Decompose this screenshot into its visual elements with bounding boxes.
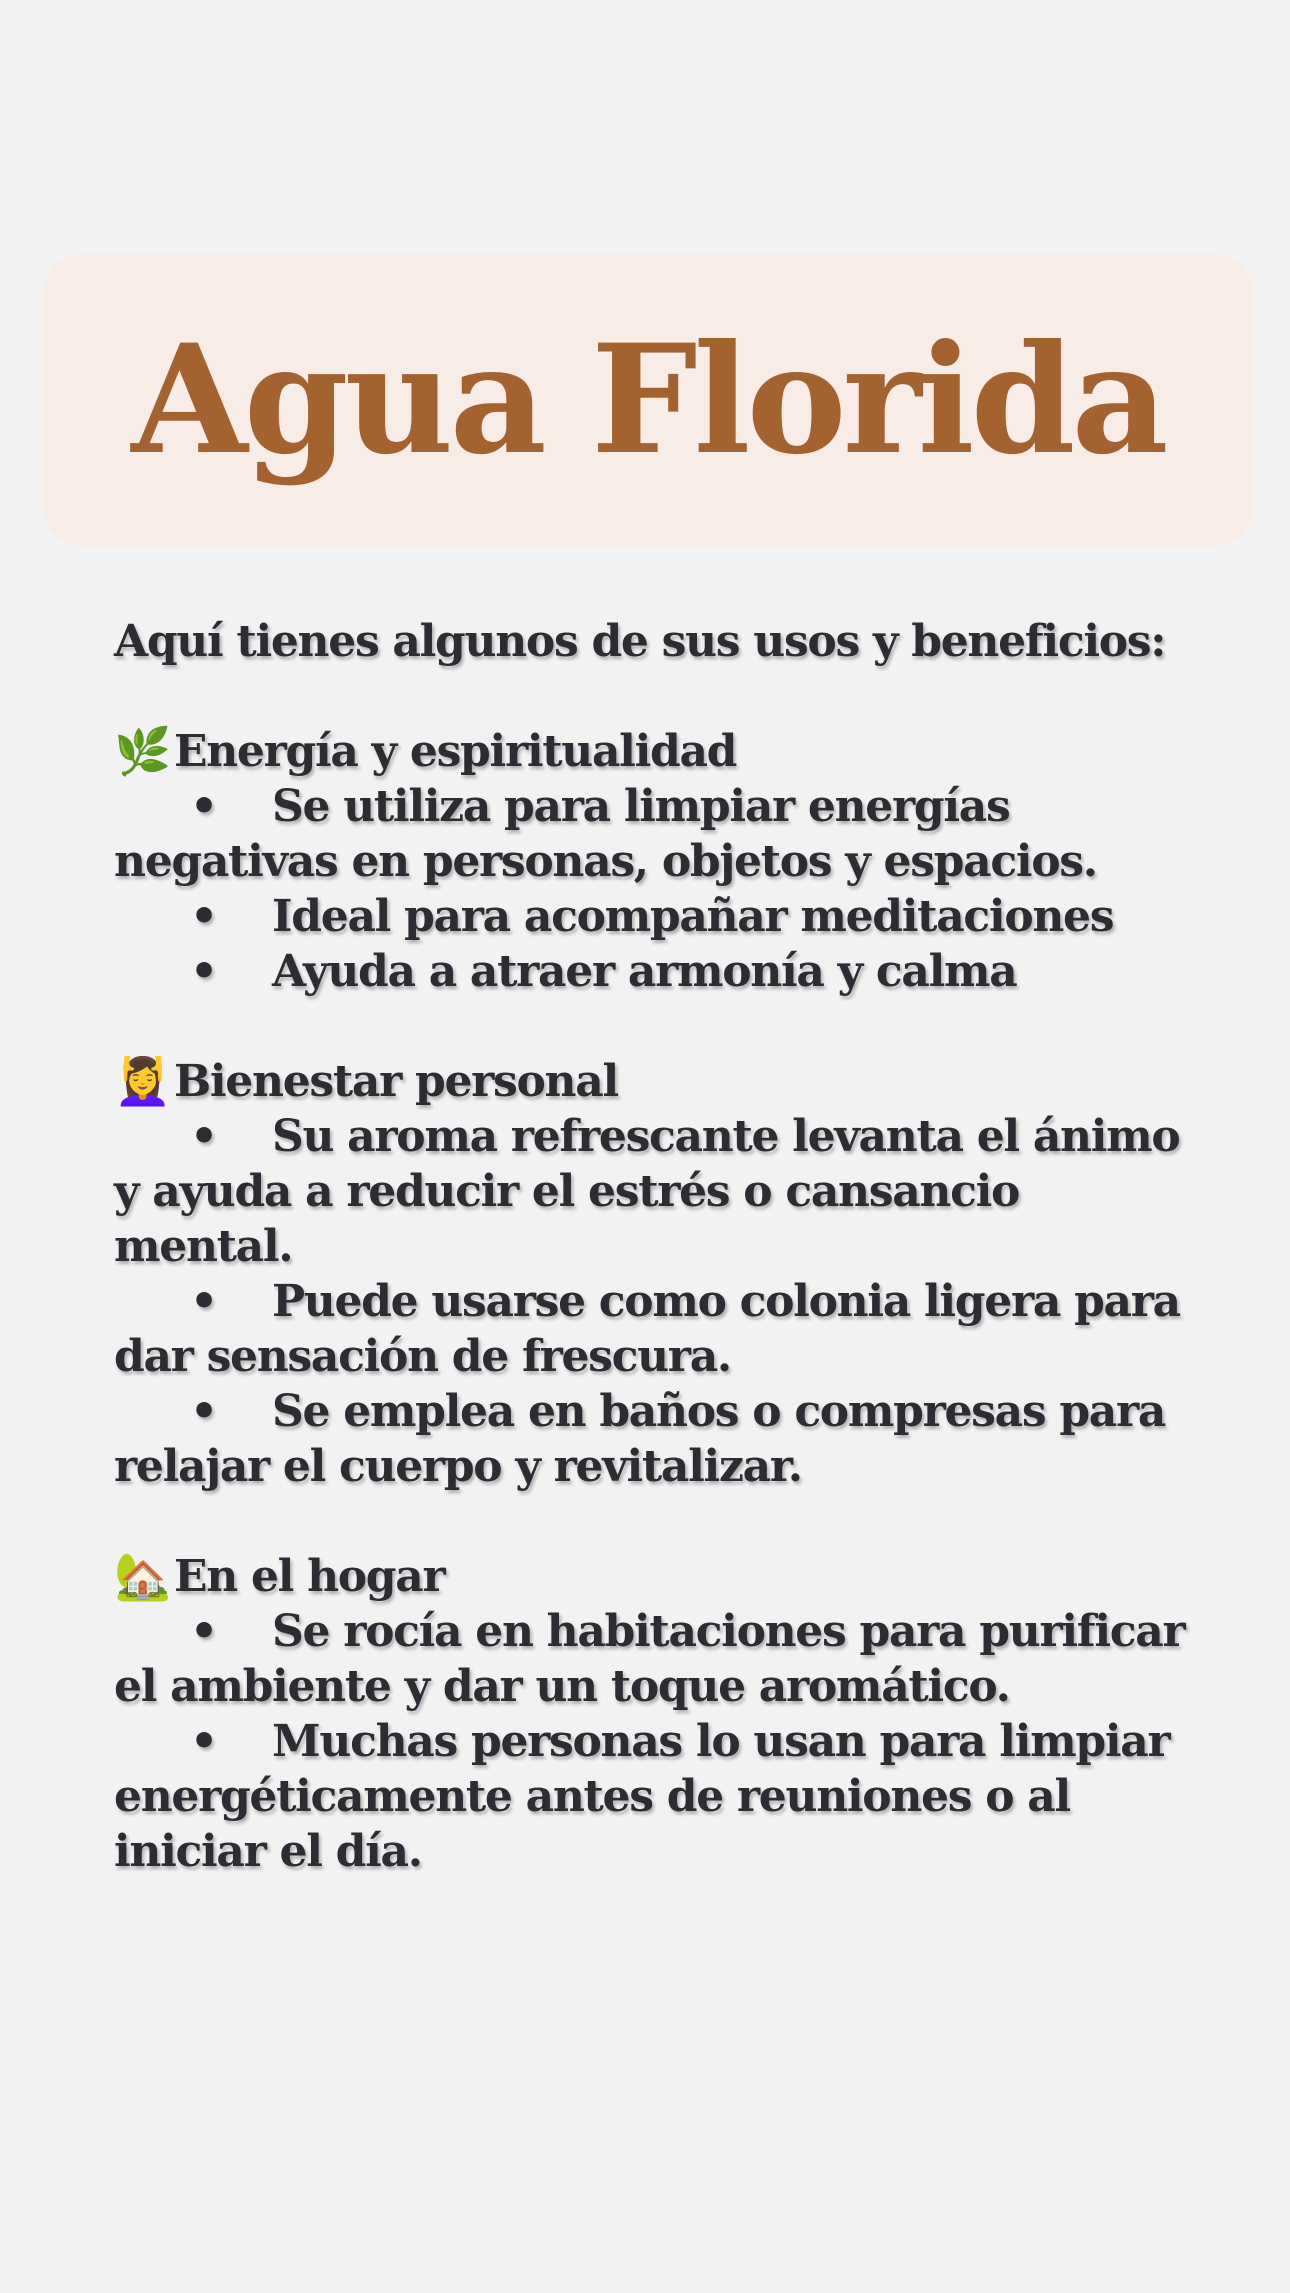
list-item: • Ideal para acompañar meditaciones — [114, 889, 1194, 944]
title-card — [43, 254, 1253, 546]
section-hogar — [114, 1549, 1194, 1879]
list-item: • Su aroma refrescante levanta el ánimo y ayuda a reducir el estrés o cansancio mental. — [114, 1109, 1194, 1274]
page-title: Agua Florida — [131, 312, 1165, 488]
section-bienestar — [114, 1054, 1194, 1494]
section-energia — [114, 724, 1194, 999]
section-title: En el hogar — [174, 1551, 445, 1602]
section-heading — [114, 724, 1194, 779]
list-item: • Ayuda a atraer armonía y calma — [114, 944, 1194, 999]
list-item: • Se rocía en habitaciones para purificar el ambiente y dar un toque aromático. — [114, 1604, 1194, 1714]
list-item: • Puede usarse como colonia ligera para dar sensación de frescura. — [114, 1274, 1194, 1384]
herb-icon: 🌿 — [114, 724, 170, 778]
section-heading — [114, 1549, 1194, 1604]
house-with-garden-icon: 🏡 — [114, 1549, 170, 1603]
list-item: • Se utiliza para limpiar energías negativas en personas, objetos y espacios. — [114, 779, 1194, 889]
content-body — [114, 614, 1194, 1934]
section-title: Energía y espiritualidad — [174, 726, 737, 777]
list-item: • Se emplea en baños o compresas para relajar el cuerpo y revitalizar. — [114, 1384, 1194, 1494]
intro-text: Aquí tienes algunos de sus usos y beneficios: — [114, 616, 1166, 667]
section-title: Bienestar personal — [174, 1056, 618, 1107]
person-massage-icon: 💆‍♀️ — [114, 1054, 170, 1108]
section-heading — [114, 1054, 1194, 1109]
list-item: • Muchas personas lo usan para limpiar energéticamente antes de reuniones o al iniciar el día. — [114, 1714, 1194, 1879]
